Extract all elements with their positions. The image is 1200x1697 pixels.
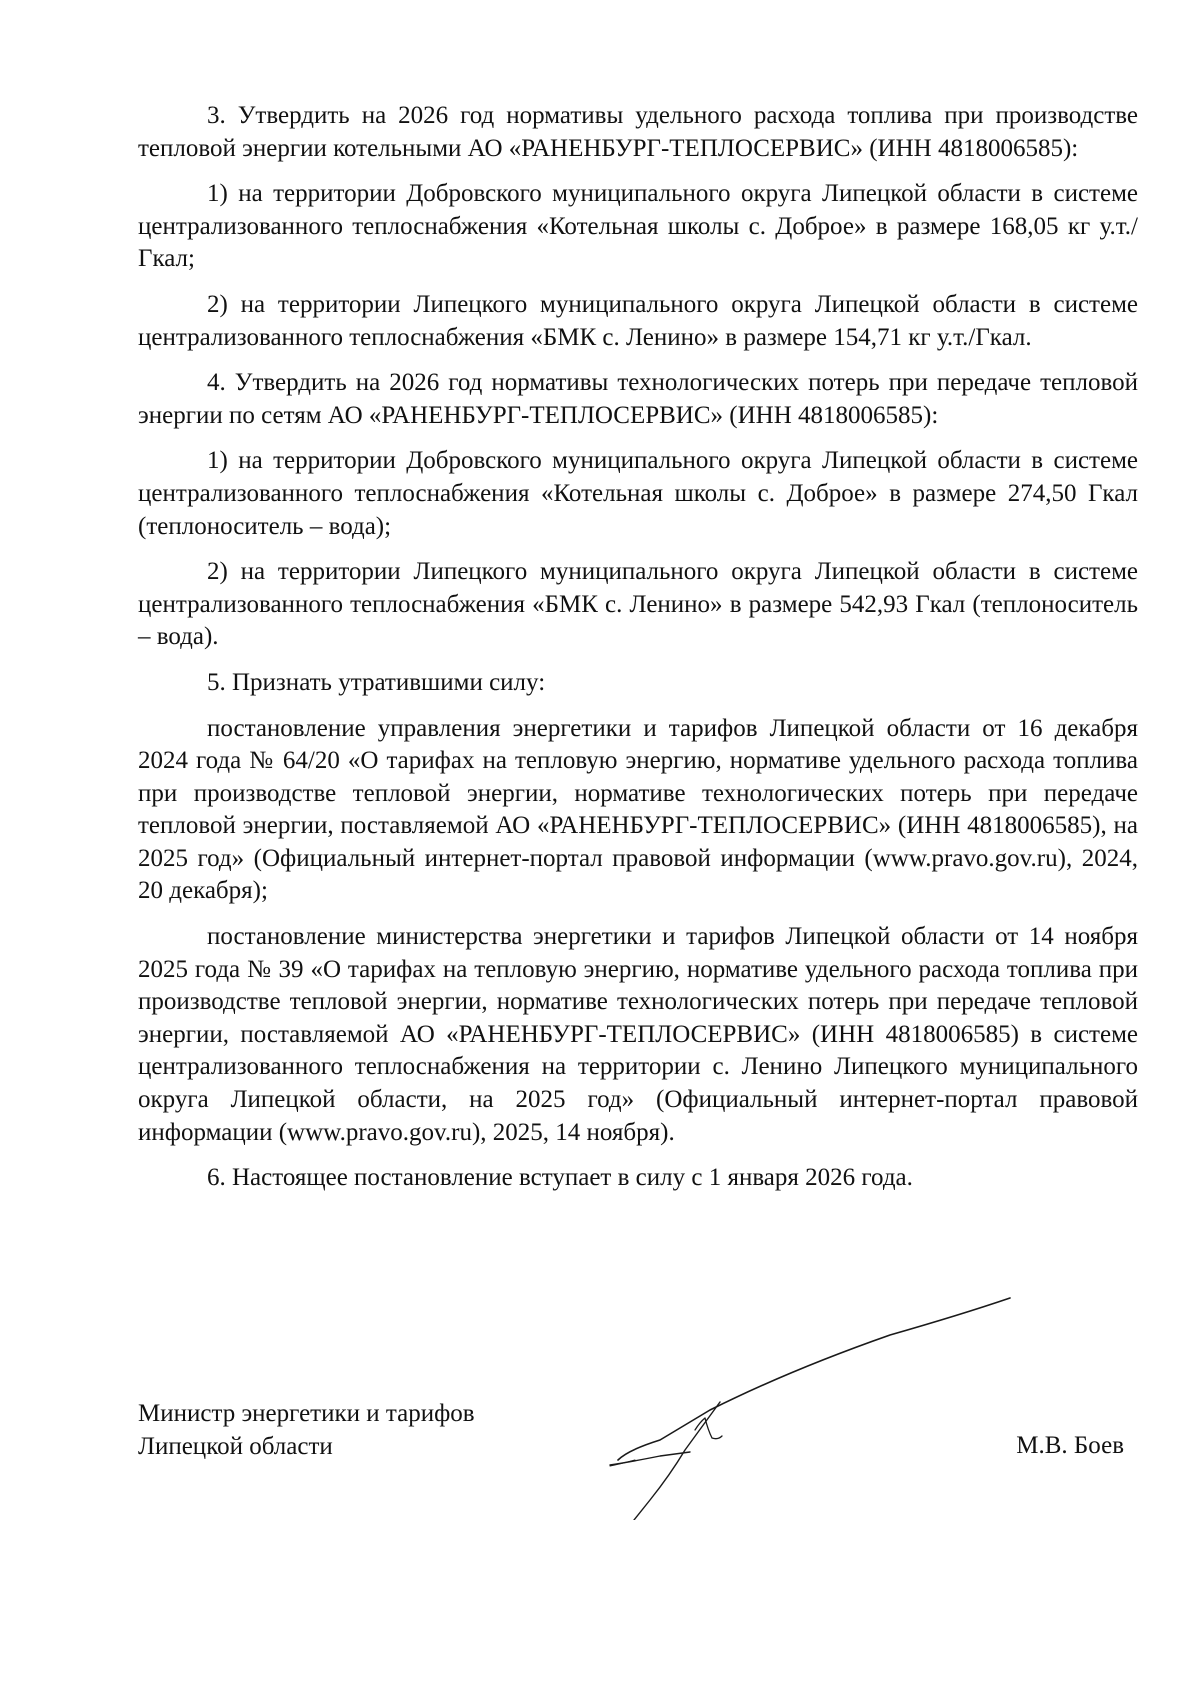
paragraph-3-item-1: 1) на территории Добровского муниципального округа Липецкой области в системе централизованного теплоснабжения «Котельная школы с. Доброе» в размере 168,05 кг у.т./Гкал;	[138, 180, 1138, 273]
paragraph-5: 5. Признать утратившими силу:	[207, 668, 546, 696]
signatory-name: М.В. Боев	[1016, 1432, 1124, 1459]
paragraph-5-item-2: постановление министерства энергетики и тарифов Липецкой области от 14 ноября 2025 года № 39 «О тарифах на тепловую энергию, нормативе удельного расхода топлива при производстве тепловой энергии, нормативе технологических потерь при передаче тепловой энергии, поставляемой АО «РАНЕНБУРГ-ТЕПЛОСЕРВИС» (ИНН 4818006585) в системе централизованного теплоснабжения на территории с. Ленино Липецкого муниципального округа Липецкой области, на 2025 год» (Официальный интернет-портал правовой информации (www.pravo.gov.ru), 2025, 14 ноября).	[138, 923, 1138, 1146]
paragraph-4: 4. Утвердить на 2026 год нормативы технологических потерь при передаче тепловой энергии по сетям АО «РАНЕНБУРГ-ТЕПЛОСЕРВИС» (ИНН 4818006585):	[138, 369, 1138, 429]
signatory-title	[138, 1398, 475, 1463]
paragraph-6: 6. Настоящее постановление вступает в силу с 1 января 2026 года.	[207, 1164, 913, 1192]
paragraph-3: 3. Утвердить на 2026 год нормативы удельного расхода топлива при производстве тепловой энергии котельными АО «РАНЕНБУРГ-ТЕПЛОСЕРВИС» (ИНН 4818006585):	[138, 102, 1138, 162]
paragraph-4-item-1: 1) на территории Добровского муниципального округа Липецкой области в системе централизованного теплоснабжения «Котельная школы с. Доброе» в размере 274,50 Гкал (теплоноситель – вода);	[138, 447, 1138, 540]
paragraph-5-item-1: постановление управления энергетики и тарифов Липецкой области от 16 декабря 2024 года № 64/20 «О тарифах на тепловую энергию, нормативе удельного расхода топлива при производстве тепловой энергии, нормативе технологических потерь при передаче тепловой энергии, поставляемой АО «РАНЕНБУРГ-ТЕПЛОСЕРВИС» (ИНН 4818006585), на 2025 год» (Официальный интернет-портал правовой информации (www.pravo.gov.ru), 2024, 20 декабря);	[138, 714, 1138, 905]
signatory-title-line-2: Липецкой области	[138, 1432, 333, 1460]
paragraph-3-item-2: 2) на территории Липецкого муниципального округа Липецкой области в системе централизованного теплоснабжения «БМК с. Ленино» в размере 154,71 кг у.т./Гкал.	[138, 290, 1138, 351]
document-body	[138, 100, 1138, 1195]
signatory-title-line-1: Министр энергетики и тарифов	[138, 1400, 475, 1427]
paragraph-4-item-2: 2) на территории Липецкого муниципального округа Липецкой области в системе централизованного теплоснабжения «БМК с. Ленино» в размере 542,93 Гкал (теплоноситель – вода).	[138, 558, 1138, 651]
signature-block	[138, 1398, 1138, 1518]
